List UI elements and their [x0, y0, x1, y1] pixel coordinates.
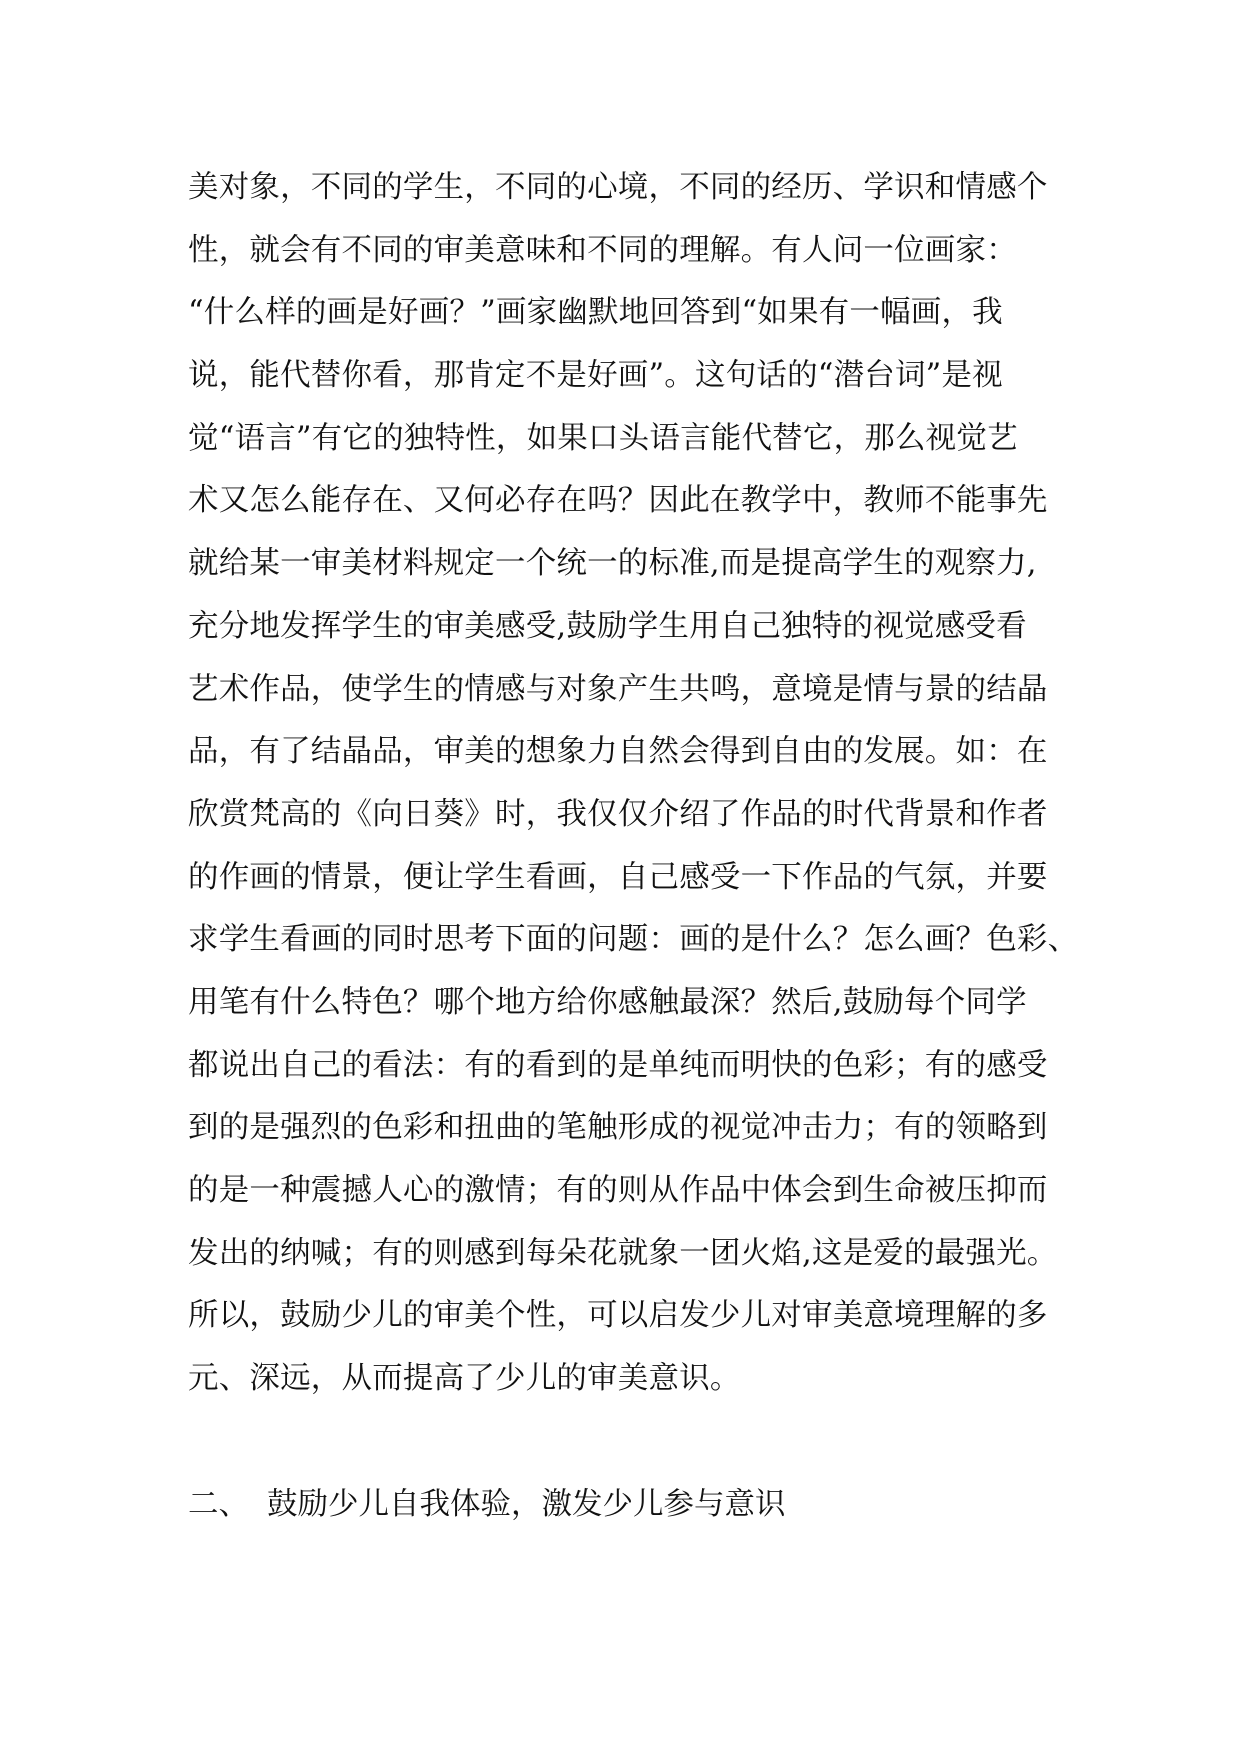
- paragraph-line: 美对象，不同的学生，不同的心境，不同的经历、学识和情感个: [188, 170, 1048, 205]
- paragraph-line: 艺术作品，使学生的情感与对象产生共鸣，意境是情与景的结晶: [188, 671, 1048, 707]
- paragraph-line: 所以，鼓励少儿的审美个性，可以启发少儿对审美意境理解的多: [188, 1298, 1048, 1334]
- paragraph-line: 的是一种震撼人心的激情；有的则从作品中体会到生命被压抑而: [188, 1173, 1048, 1208]
- paragraph-line: 到的是强烈的色彩和扭曲的笔触形成的视觉冲击力；有的领略到: [188, 1110, 1048, 1146]
- paragraph-line: 品，有了结晶品，审美的想象力自然会得到自由的发展。如：在: [188, 734, 1048, 770]
- body-paragraph: [188, 157, 1079, 1411]
- paragraph-line: 欣赏梵高的《向日葵》时，我仅仅介绍了作品的时代背景和作者: [188, 796, 1048, 832]
- paragraph-line: 的作画的情景，便让学生看画，自己感受一下作品的气氛，并要: [188, 859, 1048, 895]
- paragraph-line: 觉“语言”有它的独特性，如果口头语言能代替它，那么视觉艺: [188, 420, 1018, 456]
- paragraph-line: 说，能代替你看，那肯定不是好画”。这句话的“潜台词”是视: [188, 358, 1003, 394]
- paragraph-line: 术又怎么能存在、又何必存在吗？因此在教学中，教师不能事先: [188, 483, 1048, 519]
- paragraph-line: 就给某一审美材料规定一个统一的标准,而是提高学生的观察力,: [188, 546, 1037, 582]
- paragraph-line: 求学生看画的同时思考下面的问题：画的是什么？怎么画？色彩、: [188, 922, 1079, 958]
- paragraph-line: 充分地发挥学生的审美感受,鼓励学生用自己独特的视觉感受看: [188, 608, 1027, 644]
- paragraph-line: 性，就会有不同的审美意味和不同的理解。有人问一位画家：: [188, 232, 1017, 268]
- section-heading: [188, 1474, 786, 1536]
- paragraph-line: 发出的纳喊；有的则感到每朵花就象一团火焰,这是爱的最强光。: [188, 1235, 1058, 1271]
- paragraph-line: 都说出自己的看法：有的看到的是单纯而明快的色彩；有的感受: [188, 1047, 1048, 1083]
- section-title: 鼓励少儿自我体验，激发少儿参与意识: [267, 1487, 786, 1522]
- section-number: 二、: [188, 1487, 249, 1522]
- paragraph-line: 用笔有什么特色？哪个地方给你感触最深？然后,鼓励每个同学: [188, 984, 1027, 1020]
- paragraph-line: 元、深远，从而提高了少儿的审美意识。: [188, 1361, 741, 1397]
- paragraph-line: “什么样的画是好画？”画家幽默地回答到“如果有一幅画，我: [188, 295, 1003, 331]
